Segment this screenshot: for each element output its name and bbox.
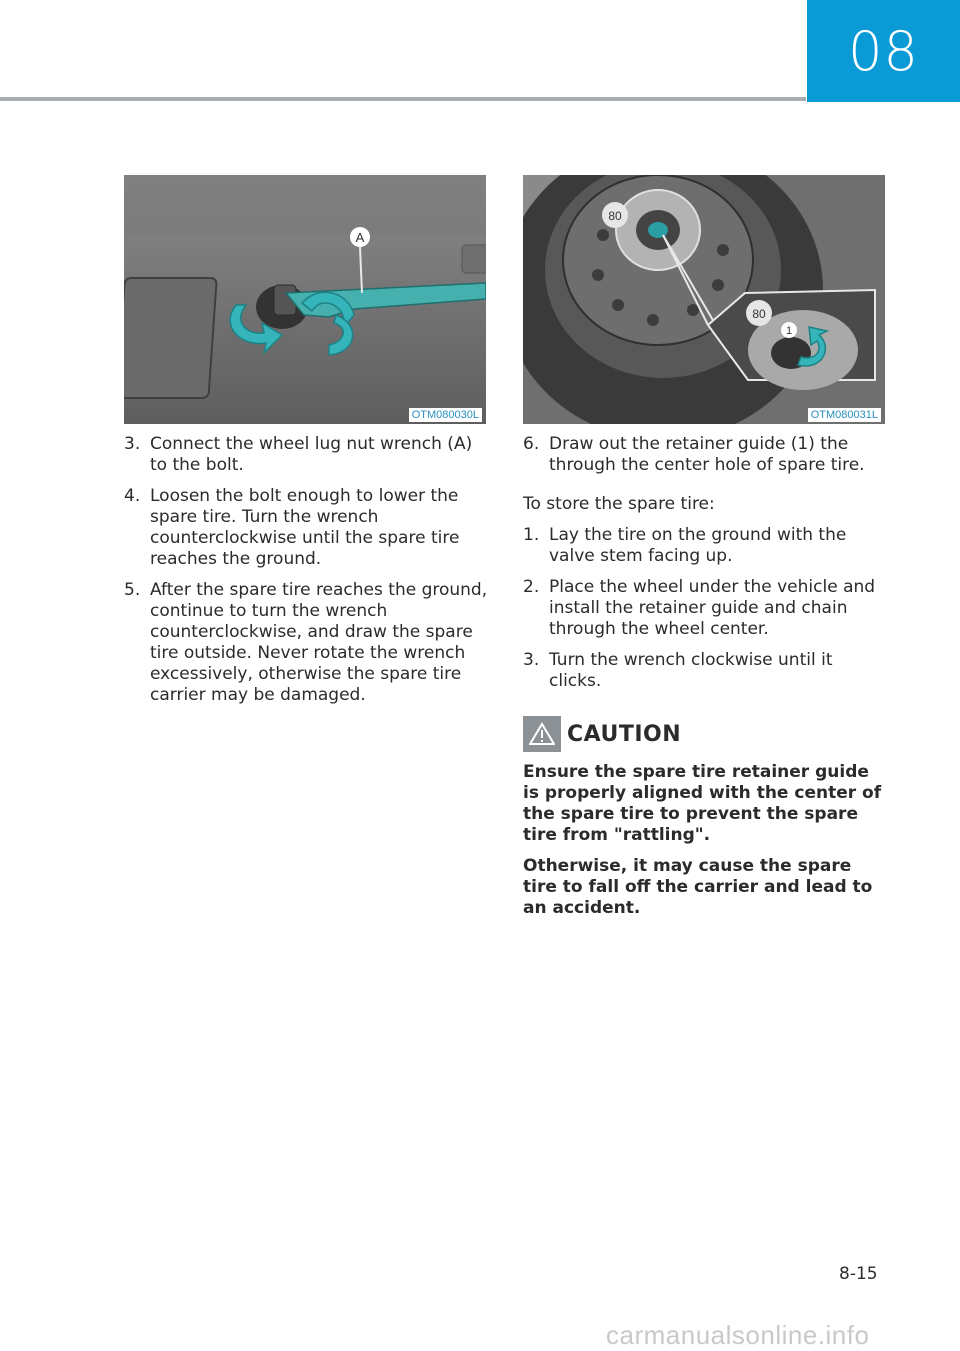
step-text: Turn the wrench clockwise until it clicks.	[549, 650, 833, 691]
step-5	[124, 580, 488, 706]
warning-icon	[523, 716, 561, 752]
store-step-3	[523, 650, 887, 692]
inset-label-1: 1	[785, 325, 793, 337]
step-number: 6.	[523, 434, 540, 454]
step-number: 2.	[523, 577, 540, 597]
tire-number: 80	[608, 209, 622, 223]
step-text: Draw out the retainer guide (1) the through the center hole of spare tire.	[549, 434, 865, 475]
step-text: Connect the wheel lug nut wrench (A) to the bolt.	[150, 434, 473, 475]
figure-code: OTM080030L	[409, 408, 482, 422]
step-number: 3.	[124, 434, 141, 454]
step-text: Loosen the bolt enough to lower the spare tire. Turn the wrench counterclockwise until the spare tire reaches the ground.	[150, 486, 460, 569]
store-intro: To store the spare tire:	[523, 494, 715, 514]
step-number: 5.	[124, 580, 141, 600]
caution-header	[523, 716, 887, 752]
step-6	[523, 434, 887, 476]
step-number: 1.	[523, 525, 540, 545]
left-column	[124, 434, 488, 716]
step-number: 4.	[124, 486, 141, 506]
figure-code: OTM080031L	[808, 408, 881, 422]
header-rule	[0, 97, 806, 101]
step-text: Place the wheel under the vehicle and install the retainer guide and chain through the wheel center.	[549, 577, 876, 639]
step-4	[124, 486, 488, 570]
page-number: 8-15	[839, 1264, 878, 1284]
caution-title: CAUTION	[567, 721, 682, 747]
step-3	[124, 434, 488, 476]
inset-number: 80	[752, 307, 766, 321]
wrench-illustration	[124, 175, 486, 424]
figure-spare-tire	[523, 175, 885, 424]
store-step-2	[523, 577, 887, 640]
right-column	[523, 434, 887, 929]
label-a: A	[355, 230, 365, 245]
figure-wrench-bolt	[124, 175, 486, 424]
step-number: 3.	[523, 650, 540, 670]
caution-paragraph: Ensure the spare tire retainer guide is properly aligned with the center of the spare tire to prevent the spare tire from "rattling".	[523, 762, 882, 845]
caution-paragraph: Otherwise, it may cause the spare tire to fall off the carrier and lead to an accident.	[523, 856, 873, 918]
watermark: carmanualsonline.info	[606, 1320, 870, 1350]
step-text: After the spare tire reaches the ground, continue to turn the wrench counterclockwise, and draw the spare tire outside. Never rotate the wrench excessively, otherwise the spare tire carrier may be damaged.	[150, 580, 488, 705]
spare-tire-illustration	[523, 175, 885, 424]
step-text: Lay the tire on the ground with the valve stem facing up.	[549, 525, 847, 566]
chapter-tab: 08	[807, 0, 960, 102]
store-step-1	[523, 525, 887, 567]
